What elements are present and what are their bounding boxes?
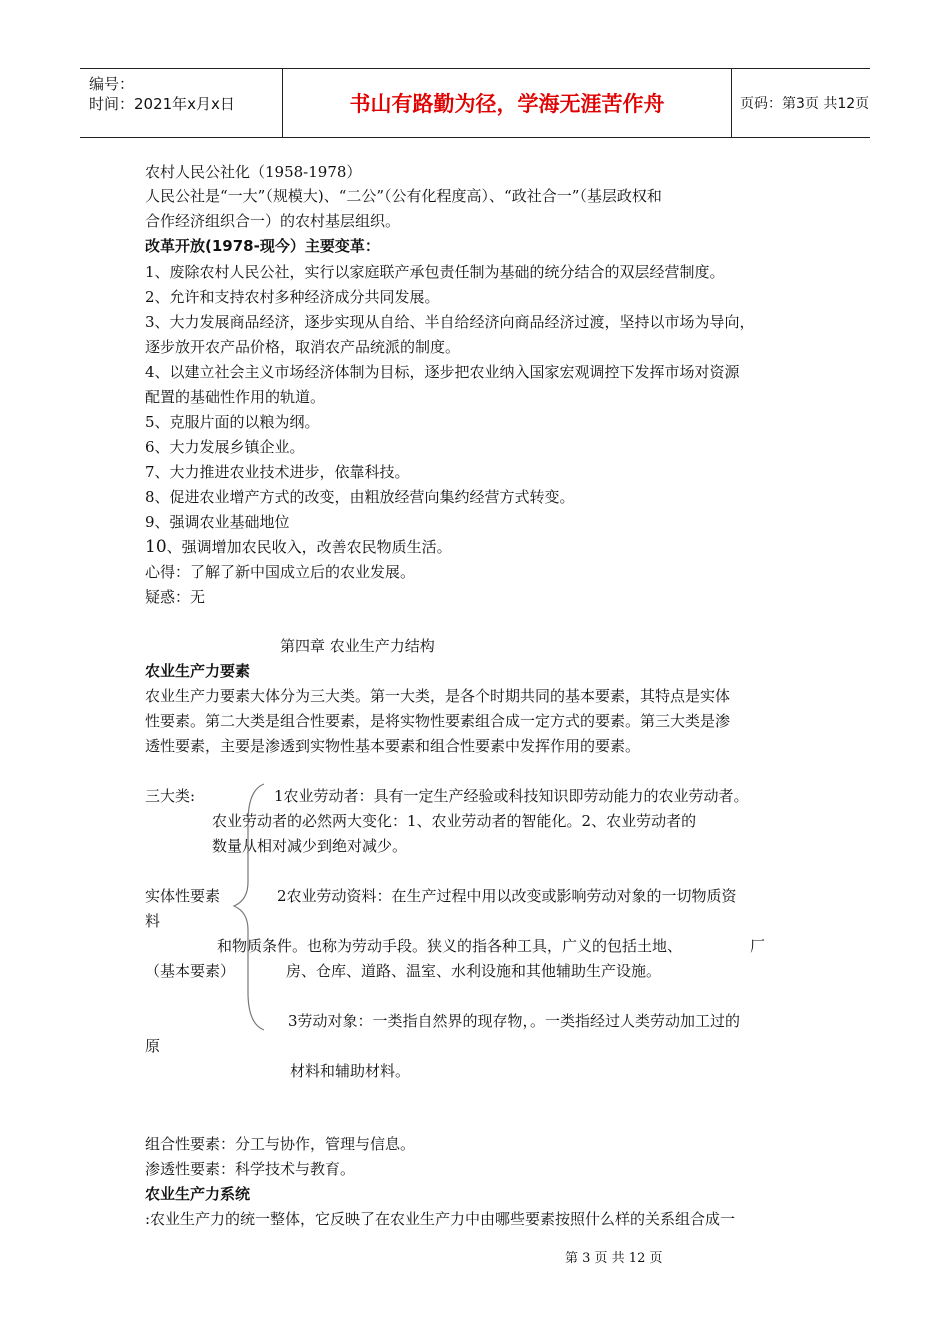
diagram-item: 材料和辅助材料。 — [290, 1062, 411, 1080]
list-item: 2、允许和支持农村多种经济成分共同发展。 — [145, 288, 440, 306]
notes-line: 心得：了解了新中国成立后的农业发展。 — [145, 563, 416, 581]
diagram-item: 3劳动对象：一类指自然界的现存物，。一类指经过人类劳动加工过的 — [288, 1012, 741, 1030]
body-line: 农村人民公社化（1958-1978） — [145, 163, 362, 181]
list-item: 8、促进农业增产方式的改变，由粗放经营向集约经营方式转变。 — [145, 488, 575, 506]
list-item: 7、大力推进农业技术进步，依靠科技。 — [145, 463, 410, 481]
section-heading: 农业生产力系统 — [145, 1185, 251, 1203]
section-heading: 农业生产力要素 — [145, 662, 251, 680]
diagram-label: 料 — [145, 912, 161, 930]
diagram-item: 数量从相对减少到绝对减少。 — [212, 837, 408, 855]
list-item: 4、以建立社会主义市场经济体制为目标，逐步把农业纳入国家宏观调控下发挥市场对资源 — [145, 363, 740, 381]
paragraph-line: 性要素。第二大类是组合性要素，是将实物性要素组合成一定方式的要素。第三大类是渗 — [145, 712, 731, 730]
body-line: 人民公社是“一大”（规模大)、“二公”（公有化程度高）、“政社合一”（基层政权和 — [145, 187, 662, 205]
paragraph-line: 组合性要素：分工与协作，管理与信息。 — [145, 1135, 416, 1153]
list-item-text: 、强调增加农民收入，改善农民物质生活。 — [166, 538, 452, 556]
page-footer: 第 3 页 共 12 页 — [565, 1251, 663, 1266]
list-item: 5、克服片面的以粮为纲。 — [145, 413, 320, 431]
number-label: 编号： — [89, 75, 135, 93]
diagram-label: 三大类: — [145, 787, 196, 805]
list-item: 配置的基础性作用的轨道。 — [145, 388, 326, 406]
header-meta-cell — [80, 69, 283, 137]
page-header — [80, 68, 870, 138]
notes-line: 疑惑：无 — [145, 588, 206, 606]
header-page-label: 页码：第3页 共12页 — [740, 96, 870, 112]
diagram-item: 和物质条件。也称为劳动手段。狭义的指各种工具，广义的包括土地、 — [217, 937, 683, 955]
diagram-item: 厂 — [750, 937, 766, 955]
list-item: 6、大力发展乡镇企业。 — [145, 438, 305, 456]
diagram-label: 实体性要素 — [145, 887, 221, 905]
diagram-label: （基本要素） — [145, 962, 236, 980]
diagram-item: 2农业劳动资料：在生产过程中用以改变或影响劳动对象的一切物质资 — [277, 887, 737, 905]
paragraph-line: 渗透性要素：科学技术与教育。 — [145, 1160, 356, 1178]
curly-brace-icon — [228, 782, 268, 1032]
chapter-title: 第四章 农业生产力结构 — [280, 637, 435, 655]
list-item: 1、废除农村人民公社，实行以家庭联产承包责任制为基础的统分结合的双层经营制度。 — [145, 263, 725, 281]
diagram-item: 农业劳动者的必然两大变化：1、农业劳动者的智能化。2、农业劳动者的 — [212, 812, 697, 830]
section-heading: 改革开放(1978-现今）主要变革： — [145, 237, 380, 255]
list-item: 9、强调农业基础地位 — [145, 513, 290, 531]
list-item — [145, 537, 452, 557]
list-item: 3、大力发展商品经济，逐步实现从自给、半自给经济向商品经济过渡，坚持以市场为导向， — [145, 313, 755, 331]
paragraph-line: 透性要素，主要是渗透到实物性基本要素和组合性要素中发挥作用的要素。 — [145, 737, 641, 755]
diagram-item: 房、仓库、道路、温室、水利设施和其他辅助生产设施。 — [286, 962, 662, 980]
diagram-item: 1农业劳动者：具有一定生产经验或科技知识即劳动能力的农业劳动者。 — [274, 787, 749, 805]
header-motto: 书山有路勤为径，学海无涯苦作舟 — [283, 69, 732, 137]
list-item-number: 10 — [145, 537, 167, 557]
list-item: 逐步放开农产品价格，取消农产品统派的制度。 — [145, 338, 461, 356]
paragraph-line: 农业生产力要素大体分为三大类。第一大类，是各个时期共同的基本要素，其特点是实体 — [145, 687, 731, 705]
paragraph-line: :农业生产力的统一整体，它反映了在农业生产力中由哪些要素按照什么样的关系组合成一 — [145, 1210, 736, 1228]
diagram-label: 原 — [145, 1037, 161, 1055]
date-label: 时间：2021年x月x日 — [89, 95, 235, 113]
body-line: 合作经济组织合一）的农村基层组织。 — [145, 212, 401, 230]
